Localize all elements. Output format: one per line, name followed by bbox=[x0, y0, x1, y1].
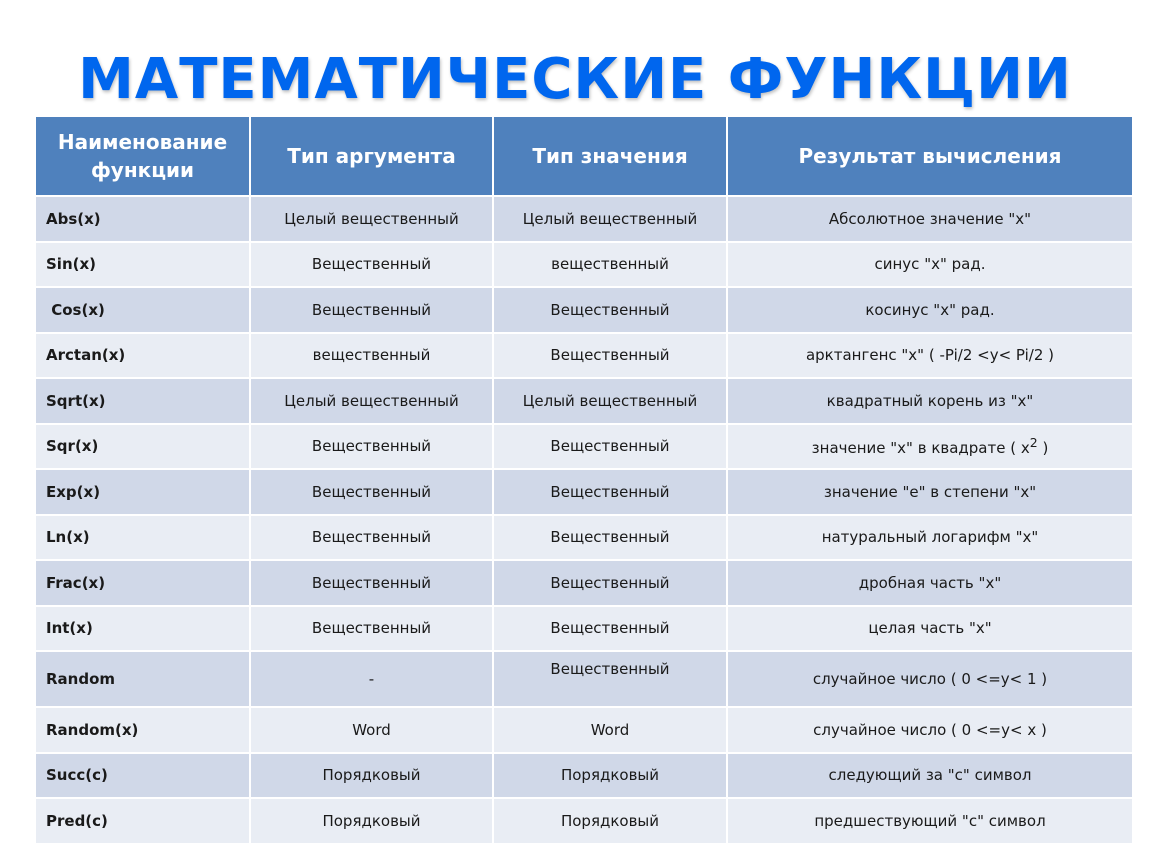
table-row bbox=[36, 424, 1132, 470]
cell-result: случайное число ( 0 <=y< 1 ) bbox=[727, 651, 1132, 707]
cell-argument-type: Вещественный bbox=[250, 560, 493, 606]
cell-argument-type: Вещественный bbox=[250, 515, 493, 561]
cell-result: целая часть "x" bbox=[727, 606, 1132, 652]
cell-result-text: значение "x" в квадрате ( x bbox=[811, 439, 1030, 458]
cell-argument-type: Целый вещественный bbox=[250, 196, 493, 242]
cell-function-name: Exp(x) bbox=[36, 469, 250, 515]
cell-result: Абсолютное значение "x" bbox=[727, 196, 1132, 242]
cell-function-name: Sqr(x) bbox=[36, 424, 250, 470]
cell-argument-type: Word bbox=[250, 707, 493, 753]
table-row bbox=[36, 242, 1132, 288]
cell-result-tail: ) bbox=[1037, 439, 1049, 458]
cell-function-name: Arctan(x) bbox=[36, 333, 250, 379]
cell-value-type: Вещественный bbox=[493, 469, 727, 515]
cell-argument-type: вещественный bbox=[250, 333, 493, 379]
table-row bbox=[36, 753, 1132, 799]
cell-value-type-text: Вещественный bbox=[550, 660, 670, 678]
cell-argument-type: Целый вещественный bbox=[250, 378, 493, 424]
cell-function-name: Random bbox=[36, 651, 250, 707]
header-result: Результат вычисления bbox=[727, 117, 1132, 196]
cell-value-type: Word bbox=[493, 707, 727, 753]
cell-result: следующий за "c" символ bbox=[727, 753, 1132, 799]
cell-argument-type: Вещественный bbox=[250, 242, 493, 288]
table-row bbox=[36, 560, 1132, 606]
cell-argument-type: Вещественный bbox=[250, 424, 493, 470]
cell-result: синус "x" рад. bbox=[727, 242, 1132, 288]
cell-argument-type: Вещественный bbox=[250, 469, 493, 515]
header-function-name-line2: функции bbox=[90, 158, 195, 182]
table-row bbox=[36, 196, 1132, 242]
cell-value-type: Вещественный bbox=[493, 424, 727, 470]
cell-function-name: Sqrt(x) bbox=[36, 378, 250, 424]
table-row bbox=[36, 798, 1132, 844]
cell-function-name: Cos(x) bbox=[36, 287, 250, 333]
cell-argument-type: Порядковый bbox=[250, 753, 493, 799]
cell-result: значение "e" в степени "x" bbox=[727, 469, 1132, 515]
cell-value-type: Вещественный bbox=[493, 287, 727, 333]
cell-function-name: Ln(x) bbox=[36, 515, 250, 561]
cell-value-type: Вещественный bbox=[493, 515, 727, 561]
header-argument-type: Тип аргумента bbox=[250, 117, 493, 196]
table-row bbox=[36, 378, 1132, 424]
math-functions-table bbox=[36, 117, 1132, 845]
header-value-type: Тип значения bbox=[493, 117, 727, 196]
cell-result: арктангенс "x" ( -Pi/2 <y< Pi/2 ) bbox=[727, 333, 1132, 379]
cell-value-type: вещественный bbox=[493, 242, 727, 288]
cell-function-name: Sin(x) bbox=[36, 242, 250, 288]
cell-value-type: Вещественный bbox=[493, 560, 727, 606]
table-row bbox=[36, 469, 1132, 515]
table-row bbox=[36, 606, 1132, 652]
table-row bbox=[36, 515, 1132, 561]
header-function-name-line1: Наименование bbox=[57, 130, 228, 154]
cell-result: случайное число ( 0 <=y< x ) bbox=[727, 707, 1132, 753]
cell-value-type: Порядковый bbox=[493, 798, 727, 844]
cell-function-name: Int(x) bbox=[36, 606, 250, 652]
cell-function-name: Frac(x) bbox=[36, 560, 250, 606]
cell-function-name: Random(x) bbox=[36, 707, 250, 753]
cell-argument-type: Вещественный bbox=[250, 606, 493, 652]
cell-value-type: Порядковый bbox=[493, 753, 727, 799]
cell-result: предшествующий "c" символ bbox=[727, 798, 1132, 844]
cell-argument-type: Вещественный bbox=[250, 287, 493, 333]
cell-function-name: Pred(c) bbox=[36, 798, 250, 844]
cell-argument-type: Порядковый bbox=[250, 798, 493, 844]
cell-result: натуральный логарифм "x" bbox=[727, 515, 1132, 561]
cell-result: косинус "x" рад. bbox=[727, 287, 1132, 333]
cell-value-type: Вещественный bbox=[493, 333, 727, 379]
cell-value-type bbox=[493, 651, 727, 707]
cell-value-type: Вещественный bbox=[493, 606, 727, 652]
cell-function-name: Abs(x) bbox=[36, 196, 250, 242]
cell-function-name: Succ(c) bbox=[36, 753, 250, 799]
cell-value-type: Целый вещественный bbox=[493, 378, 727, 424]
cell-result: дробная часть "x" bbox=[727, 560, 1132, 606]
cell-result: квадратный корень из "x" bbox=[727, 378, 1132, 424]
cell-value-type: Целый вещественный bbox=[493, 196, 727, 242]
header-function-name bbox=[36, 117, 250, 196]
table-header-row bbox=[36, 117, 1132, 196]
table-row bbox=[36, 287, 1132, 333]
table-row bbox=[36, 707, 1132, 753]
table-row bbox=[36, 651, 1132, 707]
page-title: МАТЕМАТИЧЕСКИЕ ФУНКЦИИ bbox=[78, 47, 1072, 112]
cell-result bbox=[727, 424, 1132, 470]
table-row bbox=[36, 333, 1132, 379]
cell-argument-type: - bbox=[250, 651, 493, 707]
cell-result-superscript: 2 bbox=[1029, 435, 1038, 451]
